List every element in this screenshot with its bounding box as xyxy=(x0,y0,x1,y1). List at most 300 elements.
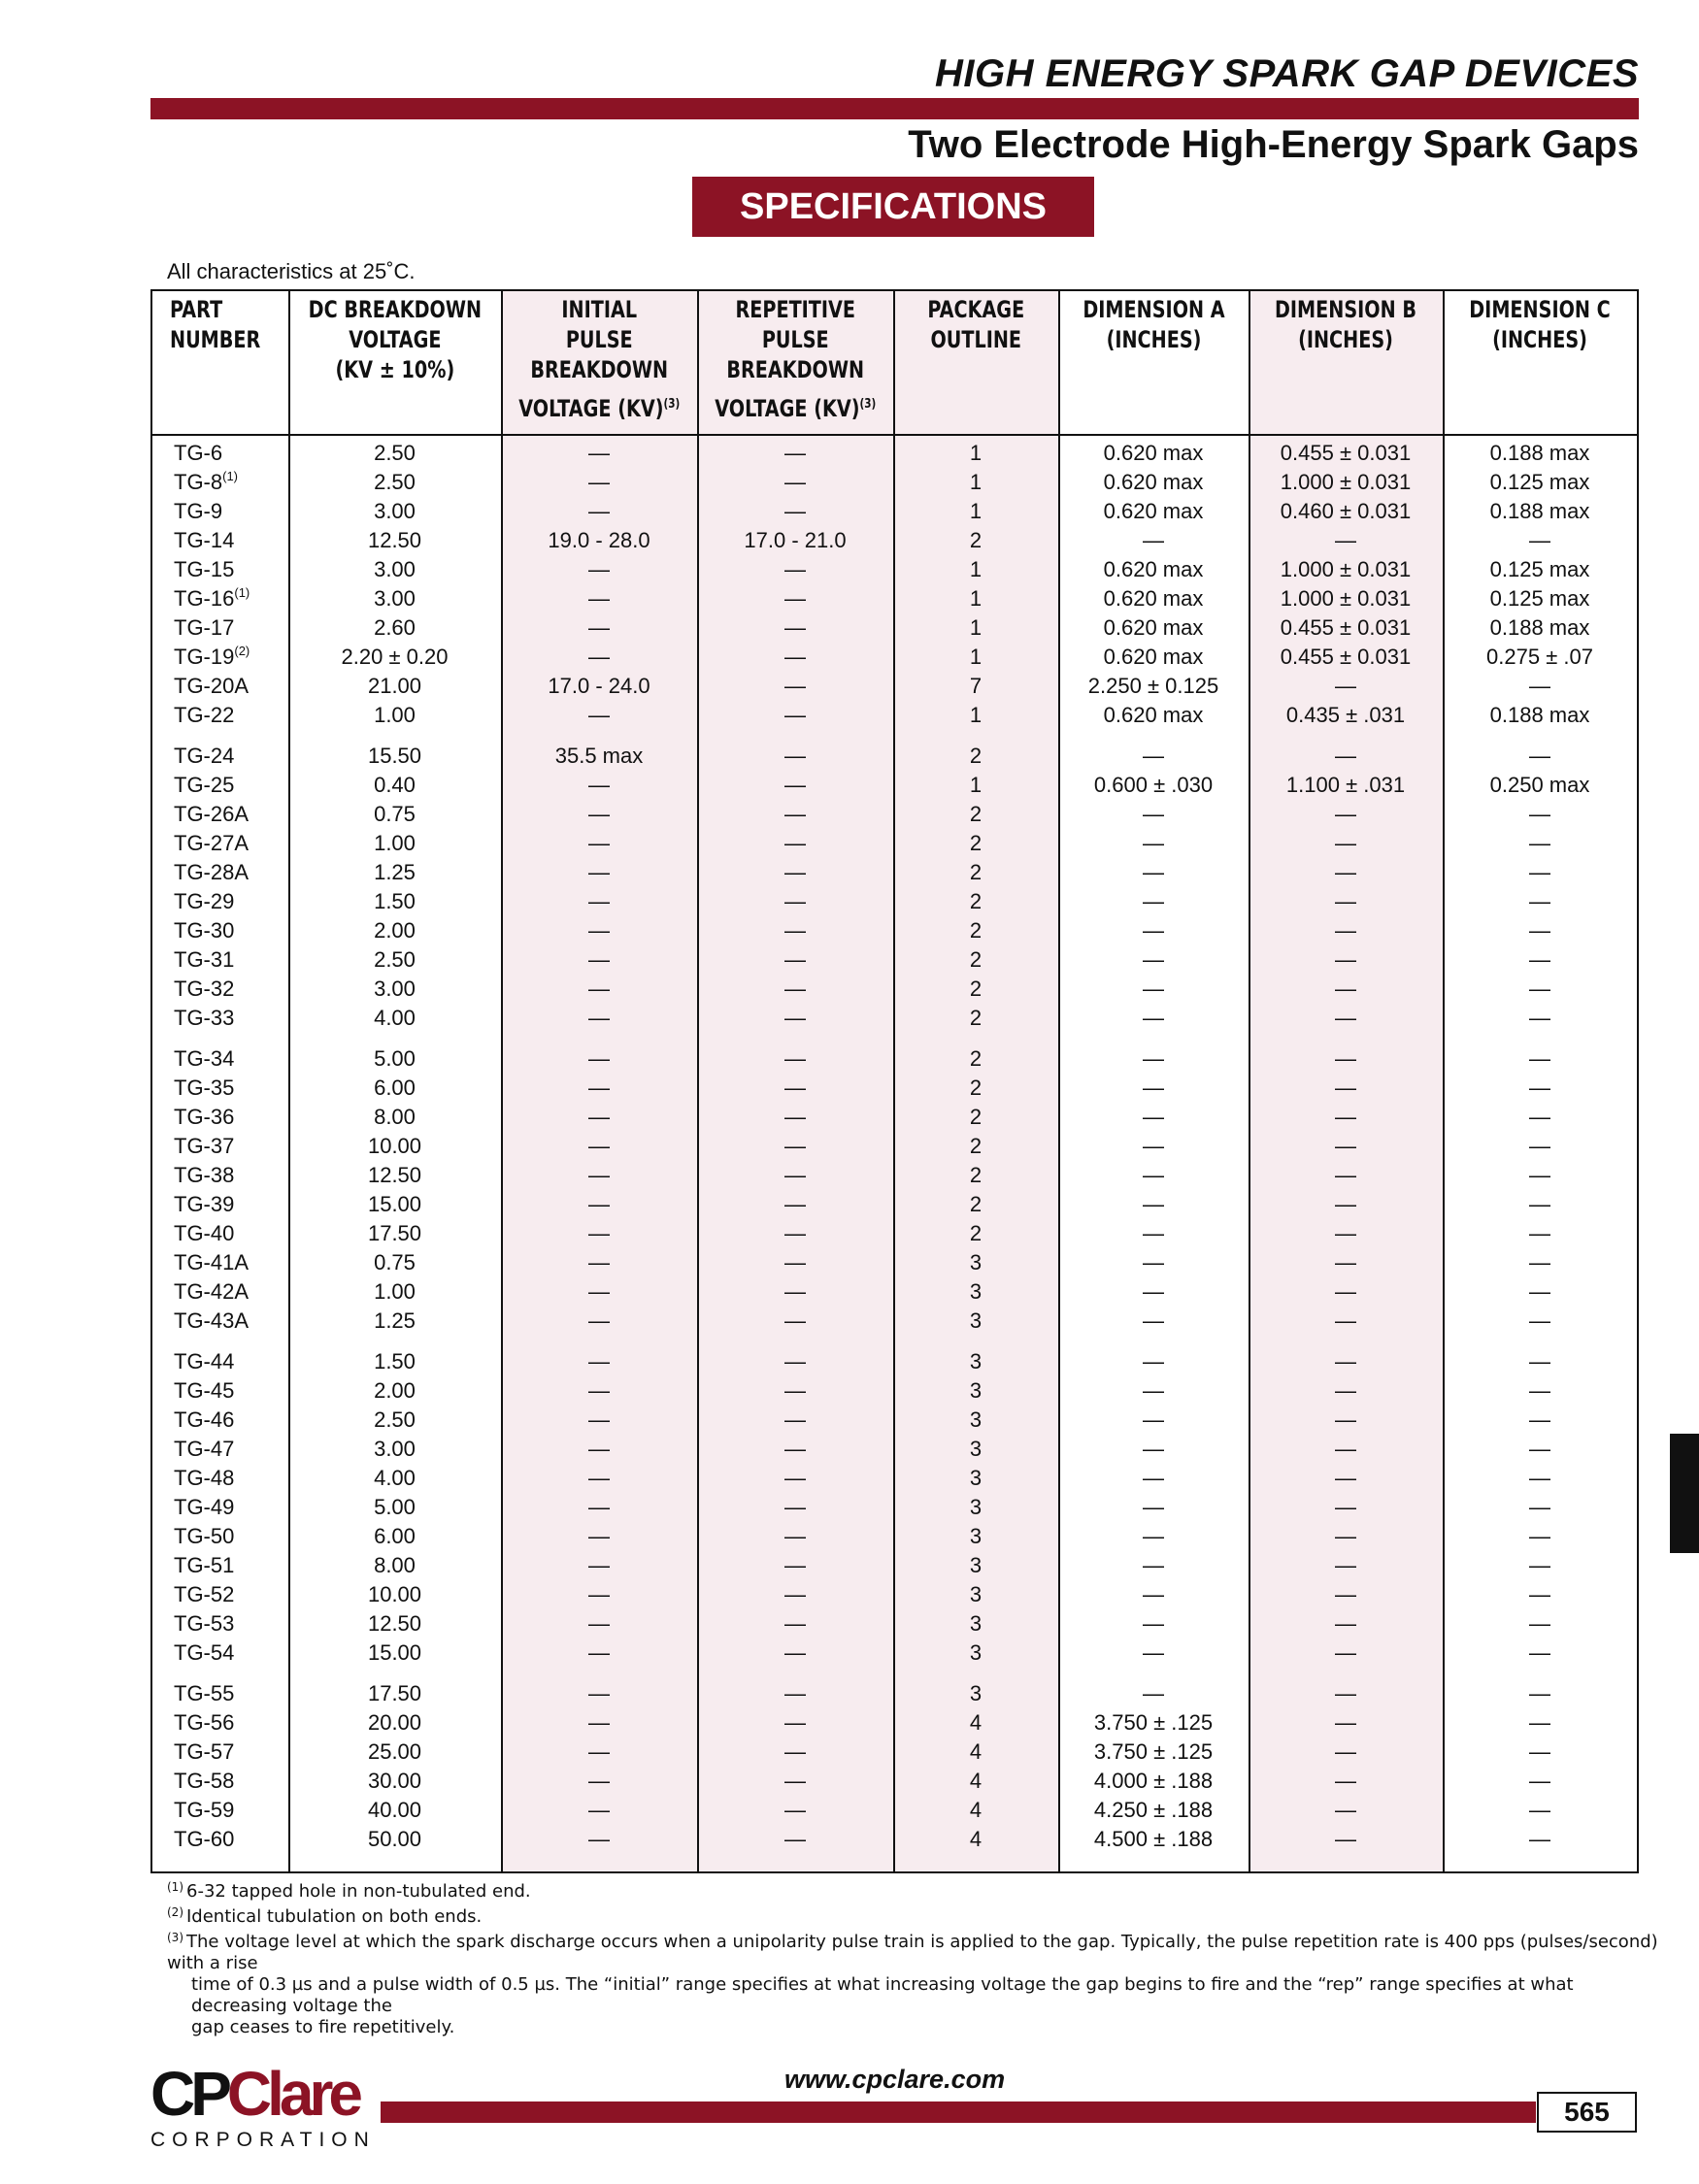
table-cell xyxy=(1058,1708,1249,1737)
table-row xyxy=(152,1551,1637,1580)
cell-text: 4 xyxy=(969,1827,983,1851)
cell-text: — xyxy=(784,1466,806,1490)
table-cell xyxy=(1443,800,1637,829)
website-link[interactable]: www.cpclare.com xyxy=(784,2065,1006,2094)
cell-text: — xyxy=(1143,1378,1164,1403)
cell-text: — xyxy=(1143,1250,1164,1274)
table-cell xyxy=(1249,613,1443,643)
table-cell xyxy=(1058,1679,1249,1708)
table-cell xyxy=(288,1132,501,1161)
company-logo xyxy=(150,2059,376,2152)
table-cell xyxy=(501,1190,697,1219)
table-cell xyxy=(288,1679,501,1708)
cell-text: — xyxy=(1143,1192,1164,1216)
cell-text: — xyxy=(1529,976,1550,1001)
table-row xyxy=(152,1435,1637,1464)
cell-text: — xyxy=(1529,1134,1550,1158)
table-cell xyxy=(1443,1004,1637,1033)
table-cell xyxy=(288,800,501,829)
table-cell xyxy=(1249,1132,1443,1161)
table-row xyxy=(152,1347,1637,1376)
part-number-cell xyxy=(152,1044,288,1074)
table-cell xyxy=(1058,1435,1249,1464)
table-cell xyxy=(697,439,893,468)
cell-text: — xyxy=(588,1046,610,1071)
table-row xyxy=(152,439,1637,468)
cell-text: 1 xyxy=(969,645,983,669)
footnote-text: The voltage level at which the spark discharge occurs when a unipolarity pulse train is applied to the gap. Typically, the pulse repetition rate is 400 pps (pulses/second) with a rise xyxy=(167,1932,1658,1973)
table-cell xyxy=(1443,1737,1637,1767)
table-cell xyxy=(893,701,1058,730)
cell-text: 8.00 xyxy=(374,1553,416,1577)
cell-text: — xyxy=(1335,860,1356,884)
cell-text: — xyxy=(1143,1495,1164,1519)
column-header xyxy=(697,295,893,424)
table-cell xyxy=(893,1609,1058,1638)
cell-text: 2 xyxy=(969,889,983,913)
table-cell xyxy=(697,1219,893,1248)
cell-text: — xyxy=(784,1437,806,1461)
table-cell xyxy=(288,1004,501,1033)
table-cell xyxy=(893,1161,1058,1190)
table-cell xyxy=(288,1796,501,1825)
cell-text: — xyxy=(1529,1582,1550,1606)
cell-text: TG-54 xyxy=(174,1640,235,1665)
cell-text: — xyxy=(1529,1710,1550,1735)
column-header-line: OUTLINE xyxy=(930,326,1021,353)
cell-text: 4.250 ± .188 xyxy=(1093,1798,1214,1822)
cell-text: 3.00 xyxy=(374,1437,416,1461)
cell-text: — xyxy=(588,976,610,1001)
part-number-cell xyxy=(152,1248,288,1277)
column-header-line: PACKAGE xyxy=(927,296,1024,323)
table-cell xyxy=(501,1074,697,1103)
cell-text: 0.620 max xyxy=(1103,470,1204,494)
table-cell xyxy=(501,526,697,555)
table-cell xyxy=(1249,1277,1443,1307)
table-cell xyxy=(288,1347,501,1376)
table-cell xyxy=(1443,975,1637,1004)
cell-text: — xyxy=(784,773,806,797)
cell-text: — xyxy=(1529,1827,1550,1851)
cell-text: — xyxy=(588,1378,610,1403)
table-cell xyxy=(893,1248,1058,1277)
table-cell xyxy=(697,1796,893,1825)
table-cell xyxy=(1249,1493,1443,1522)
table-cell xyxy=(1058,643,1249,672)
cell-text: 0.125 max xyxy=(1489,470,1590,494)
table-cell xyxy=(1058,742,1249,771)
table-cell xyxy=(1443,526,1637,555)
table-cell xyxy=(501,1609,697,1638)
cell-text: — xyxy=(1143,744,1164,768)
part-number-cell xyxy=(152,742,288,771)
table-cell xyxy=(288,672,501,701)
cell-text: — xyxy=(1529,1221,1550,1245)
part-number-cell xyxy=(152,1737,288,1767)
table-cell xyxy=(893,555,1058,584)
table-cell xyxy=(1249,1074,1443,1103)
cell-text: 0.600 ± .030 xyxy=(1093,773,1214,797)
table-cell xyxy=(697,858,893,887)
cell-text: TG-37 xyxy=(174,1134,235,1158)
part-number-cell xyxy=(152,701,288,730)
table-cell xyxy=(1249,526,1443,555)
cell-text: 3 xyxy=(969,1681,983,1705)
cell-text: — xyxy=(784,802,806,826)
cell-text: — xyxy=(1143,860,1164,884)
table-cell xyxy=(893,1435,1058,1464)
table-row xyxy=(152,613,1637,643)
table-cell xyxy=(501,771,697,800)
table-cell xyxy=(1249,1796,1443,1825)
table-cell xyxy=(1443,613,1637,643)
cell-text: 0.125 max xyxy=(1489,586,1590,611)
table-cell xyxy=(1249,584,1443,613)
table-cell xyxy=(1058,1161,1249,1190)
table-cell xyxy=(893,945,1058,975)
footnote xyxy=(167,1902,1662,1928)
cell-text: TG-36 xyxy=(174,1105,235,1129)
footnote-ref: (3) xyxy=(859,397,876,412)
cell-text: 2 xyxy=(969,1006,983,1030)
cell-text: 2 xyxy=(969,1105,983,1129)
table-cell xyxy=(893,1277,1058,1307)
table-cell xyxy=(1058,1347,1249,1376)
cell-text: — xyxy=(1529,889,1550,913)
cell-text: 2.50 xyxy=(374,1407,416,1432)
cell-text: 0.620 max xyxy=(1103,703,1204,727)
table-cell xyxy=(1058,829,1249,858)
cell-text: 0.620 max xyxy=(1103,557,1204,581)
cell-text: TG-38 xyxy=(174,1163,235,1187)
cell-text: TG-42A xyxy=(174,1279,250,1304)
table-cell xyxy=(288,701,501,730)
cell-text: — xyxy=(784,1495,806,1519)
table-cell xyxy=(288,1406,501,1435)
part-number-cell xyxy=(152,555,288,584)
cell-text: 12.50 xyxy=(367,1611,422,1636)
table-cell xyxy=(1443,1796,1637,1825)
table-cell xyxy=(501,613,697,643)
cell-text: 0.620 max xyxy=(1103,645,1204,669)
table-cell xyxy=(501,1825,697,1854)
logo-clare-text: Clare xyxy=(226,2059,358,2129)
cell-text: 3 xyxy=(969,1437,983,1461)
cell-text: — xyxy=(1335,1769,1356,1793)
cell-text: — xyxy=(784,1046,806,1071)
cell-text: — xyxy=(1335,1640,1356,1665)
table-cell xyxy=(501,1044,697,1074)
table-cell xyxy=(893,1004,1058,1033)
cell-text: TG-31 xyxy=(174,947,235,972)
cell-text: 3 xyxy=(969,1582,983,1606)
cell-text: — xyxy=(784,1524,806,1548)
cell-text: 2 xyxy=(969,1192,983,1216)
cell-text: — xyxy=(784,1134,806,1158)
cell-text: — xyxy=(588,1524,610,1548)
cell-text: 0.620 max xyxy=(1103,499,1204,523)
table-cell xyxy=(288,468,501,497)
cell-text: TG-25 xyxy=(174,773,235,797)
cell-text: 1.00 xyxy=(374,1279,416,1304)
table-cell xyxy=(288,1219,501,1248)
table-cell xyxy=(501,945,697,975)
cell-text: 3.750 ± .125 xyxy=(1093,1710,1214,1735)
table-row xyxy=(152,800,1637,829)
table-cell xyxy=(697,771,893,800)
cell-text: — xyxy=(1529,1553,1550,1577)
cell-text: — xyxy=(1143,1046,1164,1071)
table-cell xyxy=(697,1004,893,1033)
cell-text: — xyxy=(784,1640,806,1665)
table-cell xyxy=(288,439,501,468)
cell-text: — xyxy=(588,1105,610,1129)
table-cell xyxy=(1443,1464,1637,1493)
table-cell xyxy=(1249,1580,1443,1609)
cell-text: 6.00 xyxy=(374,1075,416,1100)
table-cell xyxy=(501,1708,697,1737)
table-cell xyxy=(1058,439,1249,468)
table-cell xyxy=(697,672,893,701)
table-row xyxy=(152,1190,1637,1219)
table-row xyxy=(152,1161,1637,1190)
table-cell xyxy=(1249,1347,1443,1376)
table-row xyxy=(152,1708,1637,1737)
cell-text: 1 xyxy=(969,615,983,640)
cell-text: 5.00 xyxy=(374,1046,416,1071)
column-header-line: BREAKDOWN xyxy=(530,356,668,383)
table-cell xyxy=(1249,1103,1443,1132)
table-cell xyxy=(893,526,1058,555)
cell-text: — xyxy=(588,1075,610,1100)
table-cell xyxy=(288,1737,501,1767)
table-cell xyxy=(501,1219,697,1248)
table-cell xyxy=(288,1190,501,1219)
table-row xyxy=(152,916,1637,945)
cell-text: 2.50 xyxy=(374,441,416,465)
cell-text: — xyxy=(784,1250,806,1274)
table-cell xyxy=(893,1044,1058,1074)
cell-text: 3 xyxy=(969,1466,983,1490)
header-divider xyxy=(152,434,1637,436)
part-number-cell xyxy=(152,439,288,468)
column-header-line xyxy=(697,394,893,424)
cell-text: — xyxy=(1335,1075,1356,1100)
table-row xyxy=(152,1609,1637,1638)
cell-text: — xyxy=(1335,889,1356,913)
cell-text: 0.455 ± 0.031 xyxy=(1280,645,1412,669)
table-cell xyxy=(1443,1161,1637,1190)
table-row xyxy=(152,672,1637,701)
table-cell xyxy=(1443,468,1637,497)
cell-text: TG-53 xyxy=(174,1611,235,1636)
table-cell xyxy=(501,1277,697,1307)
cell-text: 2 xyxy=(969,976,983,1001)
table-cell xyxy=(893,1679,1058,1708)
cell-text: — xyxy=(588,1769,610,1793)
cell-text: 12.50 xyxy=(367,1163,422,1187)
table-cell xyxy=(893,1347,1058,1376)
table-cell xyxy=(1058,1638,1249,1668)
cell-text: — xyxy=(588,1582,610,1606)
cell-text: 0.75 xyxy=(374,1250,416,1274)
cell-text: — xyxy=(1529,1681,1550,1705)
cell-text: 3 xyxy=(969,1524,983,1548)
cell-text: 0.275 ± .07 xyxy=(1486,645,1593,669)
part-number-cell xyxy=(152,945,288,975)
part-number-cell xyxy=(152,1580,288,1609)
cell-text: — xyxy=(1335,1524,1356,1548)
cell-text: — xyxy=(784,1798,806,1822)
cell-text: — xyxy=(1529,1279,1550,1304)
table-cell xyxy=(501,1103,697,1132)
cell-text: 4 xyxy=(969,1710,983,1735)
table-cell xyxy=(501,555,697,584)
table-cell xyxy=(1249,1638,1443,1668)
cell-text: TG-50 xyxy=(174,1524,235,1548)
table-row xyxy=(152,701,1637,730)
cell-text: — xyxy=(1529,1407,1550,1432)
table-cell xyxy=(893,1522,1058,1551)
cell-text: 1 xyxy=(969,703,983,727)
table-row xyxy=(152,1004,1637,1033)
cell-text: — xyxy=(1529,1769,1550,1793)
cell-text: — xyxy=(1335,1739,1356,1764)
table-cell xyxy=(697,701,893,730)
table-cell xyxy=(501,643,697,672)
table-cell xyxy=(288,1767,501,1796)
table-cell xyxy=(697,1347,893,1376)
table-cell xyxy=(1058,1074,1249,1103)
cell-text: — xyxy=(1529,744,1550,768)
cell-text: — xyxy=(784,1221,806,1245)
table-row xyxy=(152,497,1637,526)
table-cell xyxy=(501,887,697,916)
table-cell xyxy=(697,1103,893,1132)
table-cell xyxy=(1443,858,1637,887)
cell-text: TG-59 xyxy=(174,1798,235,1822)
cell-text: TG-32 xyxy=(174,976,235,1001)
table-cell xyxy=(1249,916,1443,945)
table-cell xyxy=(501,1376,697,1406)
cell-text: — xyxy=(1335,1827,1356,1851)
cell-text: 1.25 xyxy=(374,860,416,884)
cell-text: — xyxy=(784,889,806,913)
table-cell xyxy=(1443,829,1637,858)
cell-text: 30.00 xyxy=(367,1769,422,1793)
table-cell xyxy=(1443,555,1637,584)
table-cell xyxy=(1443,1551,1637,1580)
cell-text: — xyxy=(784,703,806,727)
cell-text: — xyxy=(1529,1437,1550,1461)
footnote-number: (1) xyxy=(167,1880,183,1894)
table-cell xyxy=(1443,1074,1637,1103)
page-subtitle: Two Electrode High-Energy Spark Gaps xyxy=(908,123,1639,166)
cell-text: TG-39 xyxy=(174,1192,235,1216)
cell-text: — xyxy=(1529,1611,1550,1636)
cell-text: — xyxy=(1335,947,1356,972)
table-cell xyxy=(1443,1580,1637,1609)
cell-text: TG-26A xyxy=(174,802,250,826)
table-cell xyxy=(1443,672,1637,701)
cell-text: — xyxy=(784,645,806,669)
table-cell xyxy=(1443,701,1637,730)
table-cell xyxy=(1249,1464,1443,1493)
part-number-cell xyxy=(152,800,288,829)
cell-text: TG-6 xyxy=(174,441,223,465)
cell-text: — xyxy=(784,1681,806,1705)
cell-text: — xyxy=(784,1582,806,1606)
cell-text: 2 xyxy=(969,1221,983,1245)
table-cell xyxy=(893,672,1058,701)
table-cell xyxy=(501,1435,697,1464)
table-cell xyxy=(1058,945,1249,975)
cell-text: — xyxy=(784,860,806,884)
cell-text: TG-44 xyxy=(174,1349,235,1373)
cell-text: 19.0 - 28.0 xyxy=(548,528,650,552)
cell-text: — xyxy=(588,1495,610,1519)
table-cell xyxy=(697,1406,893,1435)
column-header xyxy=(893,295,1058,355)
cell-text: — xyxy=(1143,1349,1164,1373)
column-header-line: DIMENSION B xyxy=(1274,296,1417,323)
section-banner: SPECIFICATIONS xyxy=(692,177,1094,237)
cell-text: — xyxy=(1335,1134,1356,1158)
table-cell xyxy=(1443,1277,1637,1307)
footnote-text: 6-32 tapped hole in non-tubulated end. xyxy=(186,1881,531,1902)
cell-text: — xyxy=(1529,1466,1550,1490)
table-cell xyxy=(697,1044,893,1074)
cell-text: 3 xyxy=(969,1640,983,1665)
cell-text: 3 xyxy=(969,1495,983,1519)
table-cell xyxy=(1249,1219,1443,1248)
table-cell xyxy=(893,1767,1058,1796)
cell-text: 40.00 xyxy=(367,1798,422,1822)
table-cell xyxy=(893,800,1058,829)
table-cell xyxy=(1443,1347,1637,1376)
table-cell xyxy=(288,1708,501,1737)
table-row xyxy=(152,1132,1637,1161)
column-header xyxy=(288,295,501,385)
table-cell xyxy=(1058,701,1249,730)
cell-text: 2.00 xyxy=(374,1378,416,1403)
table-cell xyxy=(1443,887,1637,916)
footnote-number: (3) xyxy=(167,1931,183,1944)
cell-text: 0.455 ± 0.031 xyxy=(1280,615,1412,640)
table-cell xyxy=(288,584,501,613)
table-cell xyxy=(1249,555,1443,584)
cell-text: — xyxy=(1143,1308,1164,1333)
cell-text: — xyxy=(1335,674,1356,698)
table-row xyxy=(152,584,1637,613)
table-cell xyxy=(1249,771,1443,800)
cell-text: TG-60 xyxy=(174,1827,235,1851)
cell-text: — xyxy=(1335,1105,1356,1129)
footnote-text-continued: time of 0.3 µs and a pulse width of 0.5 µs. The “initial” range specifies at what increasing voltage the gap begins to fire and the “rep” range specifies at what decreasing voltage the xyxy=(191,1974,1574,2016)
column-header-line: (INCHES) xyxy=(1492,326,1587,353)
cell-text: — xyxy=(784,586,806,611)
table-cell xyxy=(288,1609,501,1638)
table-row xyxy=(152,1219,1637,1248)
table-cell xyxy=(1058,1103,1249,1132)
cell-text: — xyxy=(1529,831,1550,855)
table-cell xyxy=(1249,1737,1443,1767)
table-cell xyxy=(501,742,697,771)
table-cell xyxy=(1058,613,1249,643)
cell-text: TG-9 xyxy=(174,499,223,523)
table-cell xyxy=(893,1219,1058,1248)
